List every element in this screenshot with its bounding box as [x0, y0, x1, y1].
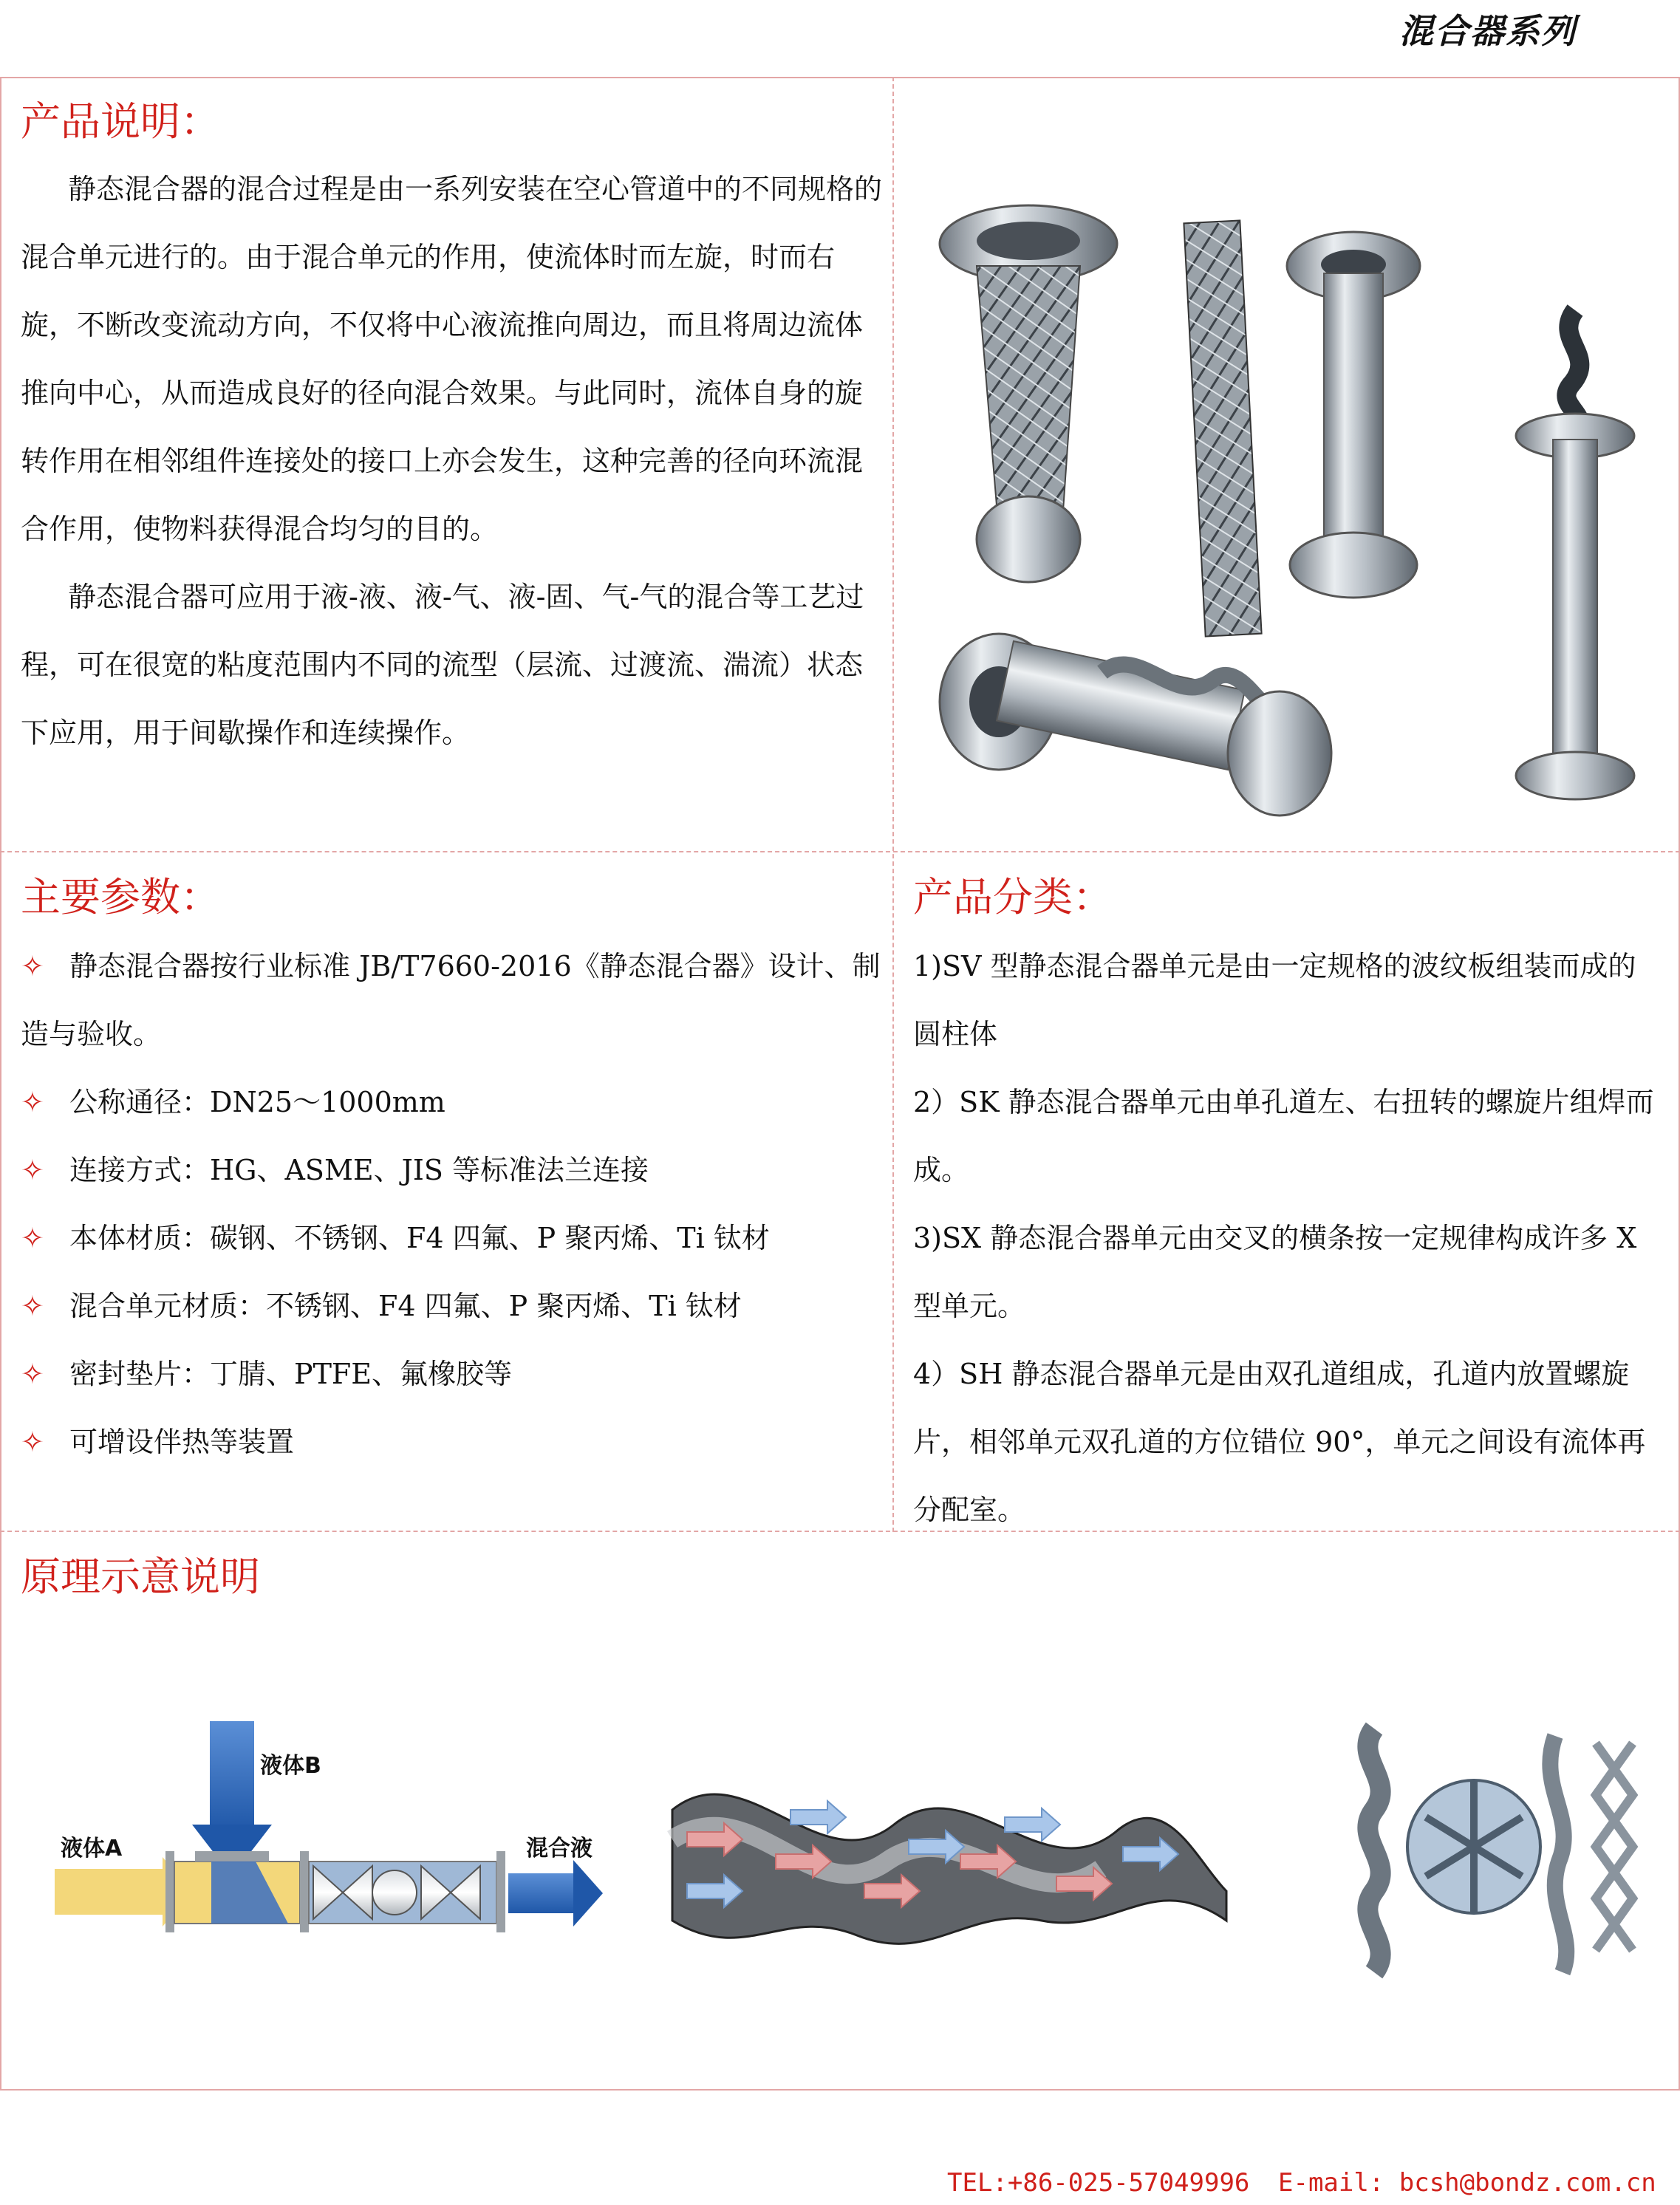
- classification-item: 2）SK 静态混合器单元由单孔道左、右扭转的螺旋片组焊而成。: [913, 1086, 1654, 1186]
- footer-tel: TEL:+86-025-57049996: [947, 2168, 1250, 2198]
- footer-email: E-mail: bcsh@bondz.com.cn: [1278, 2168, 1656, 2198]
- classification-item: 3)SX 静态混合器单元由交叉的横条按一定规律构成许多 X 型单元。: [913, 1222, 1637, 1322]
- diamond-star-icon: ✧: [21, 1154, 44, 1186]
- straight-tube: [1324, 273, 1383, 561]
- diamond-star-icon: ✧: [21, 1358, 44, 1390]
- product-photo: [932, 192, 1649, 827]
- parameter-item: ✧ 可增设伴热等装置: [21, 1408, 885, 1476]
- principle-diagram: [44, 1699, 1640, 1994]
- parameter-list: [21, 932, 885, 1476]
- lattice-element: [1184, 220, 1261, 636]
- principle-heading: 原理示意说明: [21, 1553, 260, 1600]
- tall-tube: [1553, 440, 1597, 772]
- diamond-star-icon: ✧: [21, 1086, 44, 1118]
- parameter-item: ✧ 连接方式：HG、ASME、JIS 等标准法兰连接: [21, 1136, 885, 1204]
- diamond-star-icon: ✧: [21, 1290, 44, 1322]
- element-types-illustration: [1367, 1729, 1633, 1972]
- liquid-b-arrow-shaft: [210, 1721, 254, 1832]
- tee-top-flange: [195, 1851, 269, 1862]
- mixed-arrow-head: [573, 1860, 603, 1927]
- liquid-b-label: 液体B: [260, 1753, 321, 1779]
- product-classification-heading: 产品分类：: [913, 874, 1113, 920]
- diamond-star-icon: ✧: [21, 1426, 44, 1458]
- classification-item: 4）SH 静态混合器单元是由双孔道组成，孔道内放置螺旋片，相邻单元双孔道的方位错位 90°，单元之间设有流体再分配室。: [913, 1358, 1646, 1526]
- mixed-label: 混合液: [526, 1836, 593, 1862]
- classification-list: [913, 932, 1662, 1544]
- row-divider-1: [0, 851, 1680, 852]
- parameter-item: ✧ 静态混合器按行业标准 JB/T7660-2016《静态混合器》设计、制造与验收。: [21, 932, 885, 1068]
- outlet-flange: [496, 1851, 505, 1932]
- inlet-flange: [165, 1851, 174, 1932]
- product-description-heading: 产品说明：: [21, 98, 220, 145]
- parameter-item: ✧ 密封垫片：丁腈、PTFE、氟橡胶等: [21, 1340, 885, 1408]
- mixed-arrow-shaft: [508, 1873, 576, 1913]
- column-divider-top: [892, 77, 894, 1532]
- parameter-item: ✧ 公称通径：DN25～1000mm: [21, 1068, 885, 1136]
- parameter-item: ✧ 本体材质：碳钢、不锈钢、F4 四氟、P 聚丙烯、Ti 钛材: [21, 1204, 885, 1272]
- description-paragraph-2: 静态混合器可应用于液-液、液-气、液-固、气-气的混合等工艺过程，可在很宽的粘度范围内不同的流型（层流、过渡流、湍流）状态下应用，用于间歇操作和连续操作。: [21, 581, 864, 749]
- series-title: 混合器系列: [1399, 11, 1577, 51]
- helical-flow-illustration: [672, 1794, 1226, 1944]
- sx-element: [1596, 1743, 1633, 1950]
- sk-element: [1367, 1729, 1380, 1972]
- flow-schematic: [55, 1721, 603, 1932]
- product-description-text: [21, 155, 885, 767]
- classification-item: 1)SV 型静态混合器单元是由一定规格的波纹板组装而成的圆柱体: [913, 950, 1636, 1050]
- description-paragraph-1: 静态混合器的混合过程是由一系列安装在空心管道中的不同规格的混合单元进行的。由于混合单元的作用，使流体时而左旋，时而右旋，不断改变流动方向，不仅将中心液流推向周边，而且将周边流体推向中心，从而造成良好的径向混合效果。与此同时，流体自身的旋转作用在相邻组件连接处的接口上亦会发生，这种完善的径向环流混合作用，使物料获得混合均匀的目的。: [21, 173, 883, 545]
- sh-element: [1550, 1736, 1566, 1972]
- liquid-a-arrow-shaft: [55, 1869, 165, 1915]
- middle-flange: [300, 1851, 309, 1932]
- diamond-star-icon: ✧: [21, 950, 44, 982]
- parameter-item: ✧ 混合单元材质：不锈钢、F4 四氟、P 聚丙烯、Ti 钛材: [21, 1272, 885, 1340]
- main-parameters-heading: 主要参数：: [21, 874, 220, 920]
- diamond-star-icon: ✧: [21, 1222, 44, 1254]
- cone-mixer-body: [977, 266, 1080, 532]
- liquid-a-label: 液体A: [61, 1836, 123, 1862]
